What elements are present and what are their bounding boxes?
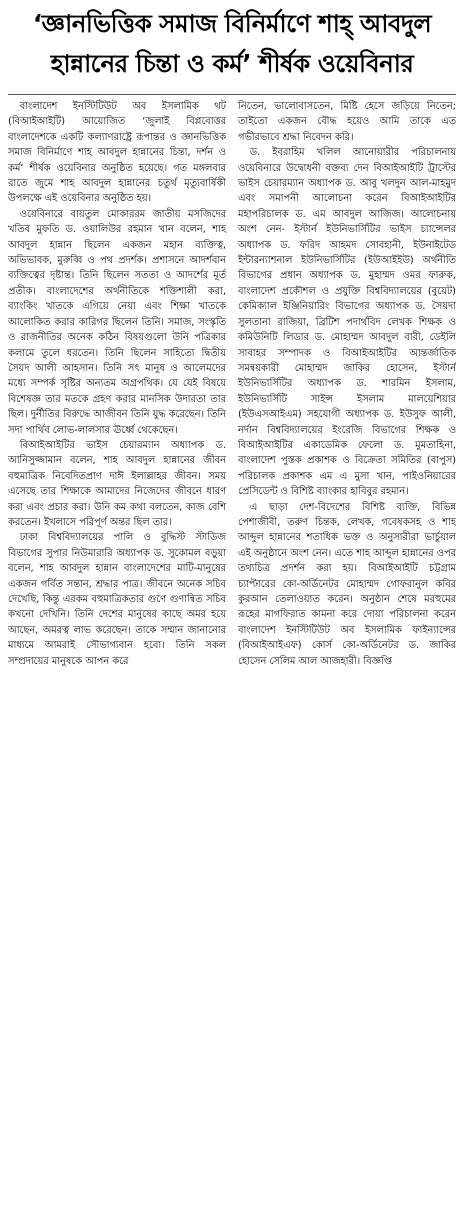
paragraph: বিআইআইটির ভাইস চেয়ারম্যান অধ্যাপক ড. আনিসুজ্জামান বলেন, শাহ আবদুল হান্নানের জীবন বহুমাত্রিক নিবেদিতপ্রাণ দাঈ ইলাল্লাহর জীবন। সময় এসেছে তার শিক্ষাকে আমাদের নিজেদের জীবনে ধারণ করা এবং প্রচার করা। উনি কম কথা বলতেন, কাজ বেশি করতেন। ইখলাসে পরিপূর্ণ অন্তর ছিল তার। xyxy=(8,439,226,528)
paragraph-continued: নিতেন, ভালোবাসতেন, মিষ্টি হেসে জড়িয়ে নিতেন; তাইতো একজন বৌদ্ধ হয়েও আমি তাকে এত গভীরভাবে শ্রদ্ধা নিবেদন করি। xyxy=(238,101,456,143)
headline-divider xyxy=(8,94,456,95)
headline-line-2: হান্নানের চিন্তা ও কর্ম’ শীর্ষক ওয়েবিনার xyxy=(50,49,414,78)
left-column xyxy=(8,99,226,1199)
right-column xyxy=(238,99,456,1199)
article-headline xyxy=(8,4,456,84)
paragraph: ঢাকা বিশ্ববিদ্যালয়ের পালি ও বুদ্ধিস্ট স্টাডিজ বিভাগের সুপার নিউমারারি অধ্যাপক ড. সুকোমল বড়ুয়া বলেন, শাহ আবদুল হান্নান বাংলাদেশের মাটি-মানুষের একজন গর্বিত সন্তান, শ্রদ্ধার পাত্র। জীবনে অনেক সচিব দেখেছি, কিন্তু এরকম বহুমাত্রিকতার গুণে গুণান্বিত সচিব কখনো দেখিনি। তিনি দেশের মানুষের কাছে অমর হয়ে আছেন, অমরত্ব লাভ করেছেন। তাকে সম্মান জানানোর মাধ্যমে আমরাই সৌভাগ্যবান হবো। তিনি সকল সম্প্রদায়ের মানুষকে আপন করে xyxy=(8,532,226,667)
article-body xyxy=(8,99,456,1199)
headline-line-1: ‘জ্ঞানভিত্তিক সমাজ বিনির্মাণে শাহ্ আবদুল xyxy=(32,9,432,38)
paragraph: ওয়েবিনারে বায়তুল মোকাররম জাতীয় মসজিদের খতিব মুফতি ড. ওয়ালিউর রহমান খান বলেন, শাহ আবদুল হান্নান ছিলেন একজন মহান ব্যক্তিত্ব, অভিভাবক, মুরুব্বি ও পথ প্রদর্শক। প্রশাসনে আদর্শবান ব্যক্তিত্বের দৃষ্টান্ত। তিনি ছিলেন সততা ও আদর্শের মূর্ত প্রতীক। বাংলাদেশের অর্থনীতিকে শক্তিশালী করা, ব্যাংকিং খাতকে এগিয়ে নেয়া এবং শিক্ষা খাতকে আলোকিত করার কারিগর ছিলেন তিনি। সমাজ, সংস্কৃতি ও রাজনীতির অনেক কঠিন বিষয়গুলো উনি পত্রিকার কলামে তুলে ধরতেন। তিনি ছিলেন সাহিত্যে দ্বিতীয় সৈয়দ আলী আহসান। তিনি সৎ মানুষ ও আলেমদের মধ্যে সম্পর্ক সৃষ্টির অন্যতম অগ্রপথিক। যে যেই বিষয়ে বিশেষজ্ঞ তার মতকে গ্রহণ করার মানসিক উদারতা তার ছিল। দুর্নীতির বিরুদ্ধে আজীবন তিনি যুদ্ধ করেছেন। তিনি সদা পার্থিব লোভ-লালসার ঊর্ধ্বে থেকেছেন। xyxy=(8,208,226,436)
paragraph: এ ছাড়া দেশ-বিদেশের বিশিষ্ট ব্যক্তি, বিভিন্ন পেশাজীবী, তরুণ চিন্তক, লেখক, গবেষকসহ ও শাহ আব্দুল হান্নানের শতাধিক ভক্ত ও অনুসারীরা ভার্চুয়াল এই অনুষ্ঠানে অংশ নেন। এতে শাহ আব্দুল হান্নানের ওপর তথ্যচিত্র প্রদর্শন করা হয়। বিআইআইটি চট্টগ্রাম চ্যাপ্টারের কো-অর্ডিনেটর মোহাম্মদ গোফরানুল কবির কুরআন তেলাওয়াত করেন। অনুষ্ঠান শেষে মরহুমের রূহের মাগফিরাত কামনা করে দোয়া পরিচালনা করেন বাংলাদেশ ইনস্টিটিউট অব ইসলামিক ফাইন্যান্সের (বিআইআইএফ) কোর্স কো-অর্ডিনেটর ড. জাকির হোসেন সেলিম আল আজহারী। বিজ্ঞপ্তি xyxy=(238,501,456,667)
paragraph: ড. ইবরাহিম খলিল আনোয়ারীর পরিচালনায় ওয়েবিনারে উদ্বোধনী বক্তব্য দেন বিআইআইটি ট্রাস্টের ভাইস চেয়ারম্যান অধ্যাপক ড. আবু খলদুন আল-মাহমুদ এবং সমাপনী আলোচনা করেন বিআইআইটির মহাপরিচালক ড. এম আবদুল আজিজ। আলোচনায় অংশ নেন- ইস্টার্ন ইউনিভার্সিটির ভাইস চ্যান্সেলর অধ্যাপক ড. ফরিদ আহমদ সোবহানী, ইউনাইটেড ইন্টারন্যাশনাল ইউনিভার্সিটির (ইউআইইউ) অর্থনীতি বিভাগের প্রধান অধ্যাপক ড. মুহাম্মদ ওমর ফারুক, বাংলাদেশ প্রকৌশল ও প্রযুক্তি বিশ্ববিদ্যালয়ের (বুয়েট) কেমিক্যাল ইঞ্জিনিয়ারিং বিভাগের অধ্যাপক ড. সৈয়দা সুলতানা রাজিয়া, ব্রিটিশ পদার্থবিদ লেখক শিক্ষক ও কমিউনিটি লিডার ড. মোহাম্মদ আবদুল বারী, ডেইলি সাবাহর সম্পাদক ও বিআইআইটির আন্তর্জাতিক সমন্বয়কারী মোহাম্মদ জাকির হোসেন, ইস্টার্ন ইউনিভার্সিটির অধ্যাপক ড. শারমিন ইসলাম, ইউনিভার্সিটি সাইন্স ইসলাম মালয়েশিয়ার (ইউএসআইএম) সহযোগী অধ্যাপক ড. ইউসুফ আলী, নর্দান বিশ্ববিদ্যালয়ের ইংরেজি বিভাগের শিক্ষক ও বিআইআইটির একাডেমিক ফেলো ড. মুমতাহিনা, বাংলাদেশ পুস্তক প্রকাশক ও বিক্রেতা সমিতির (বাপুস) পরিচালক প্রকাশক এম এ মুসা খান, পাইওনিয়ারের প্রেসিডেন্ট ও বিশিষ্ট ব্যাংকার হাবিবুর রহমান। xyxy=(238,147,456,498)
paragraph: বাংলাদেশ ইনস্টিটিউট অব ইসলামিক থট (বিআইআইটি) আয়োজিত ‘জুলাই বিপ্লবোত্তর বাংলাদেশকে একটি কল্যাণরাষ্ট্রে রূপান্তর ও জ্ঞানভিত্তিক সমাজ বিনির্মাণে শাহ আবদুল হান্নানের চিন্তা, দর্শন ও কর্ম’ শীর্ষক ওয়েবিনার অনুষ্ঠিত হয়েছে। গত মঙ্গলবার রাতে জুমে শাহ আবদুল হান্নানের চতুর্থ মৃত্যুবার্ষিকী উপলক্ষে এই ওয়েবিনার অনুষ্ঠিত হয়। xyxy=(8,101,226,205)
